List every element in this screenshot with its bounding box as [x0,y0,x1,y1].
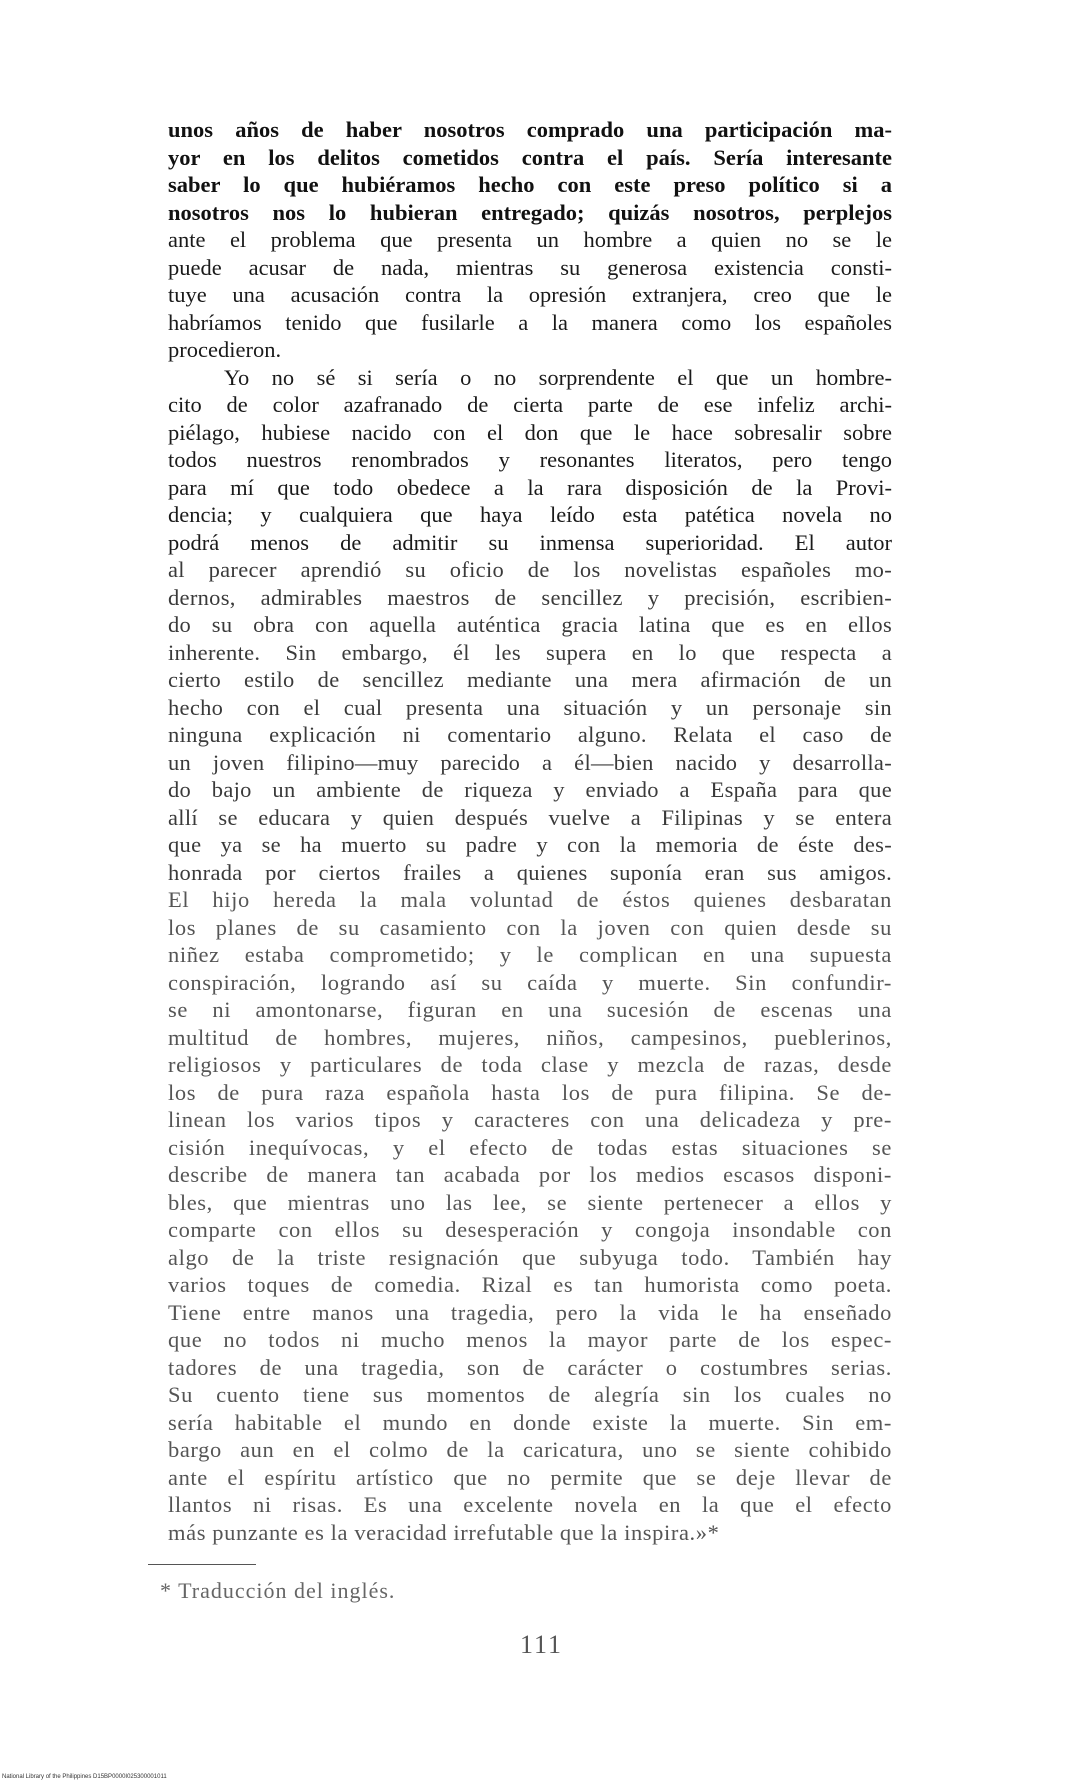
text-line: puede acusar de nada, mientras su generosa existencia consti- [168,254,892,280]
text-line: llantos ni risas. Es una excelente novela en la que el efecto [168,1492,892,1517]
text-line: cierto estilo de sencillez mediante una mera afirmación de un [168,667,892,692]
text-line: allí se educara y quien después vuelve a Filipinas y se entera [168,804,892,830]
text-line: todos nuestros renombrados y resonantes literatos, pero tengo [168,447,892,472]
text-line: multitud de hombres, mujeres, niños, campesinos, pueblerinos, [168,1024,892,1050]
text-line: Tiene entre manos una tragedia, pero la vida le ha enseñado [168,1299,892,1325]
text-line: bles, que mientras uno las lee, se siente pertenecer a ellos y [168,1189,892,1215]
text-line: ninguna explicación ni comentario alguno. Relata el caso de [168,722,892,747]
text-line: do bajo un ambiente de riqueza y enviado a España para que [168,777,892,802]
text-line: habríamos tenido que fusilarle a la manera como los españoles [168,309,892,335]
text-line: cito de color azafranado de cierta parte de ese infeliz archi- [168,392,892,417]
text-line: hecho con el cual presenta una situación y un personaje sin [168,694,892,720]
text-line: los de pura raza española hasta los de pura filipina. Se de- [168,1079,892,1105]
text-line: comparte con ellos su desesperación y congoja insondable con [168,1217,892,1242]
text-line: que no todos ni mucho menos la mayor parte de los espec- [168,1327,892,1352]
text-line: nosotros nos lo hubieran entregado; quizás nosotros, perplejos [168,199,892,225]
text-line: varios toques de comedia. Rizal es tan humorista como poeta. [168,1272,892,1297]
text-line: yor en los delitos cometidos contra el país. Sería interesante [168,144,892,170]
text-line: unos años de haber nosotros comprado una participación ma- [168,117,892,142]
text-line: más punzante es la veracidad irrefutable que la inspira.»* [168,1519,720,1545]
text-line: tadores de una tragedia, son de carácter o costumbres serias. [168,1354,892,1380]
footnote-divider [148,1564,256,1565]
text-line: se ni amontonarse, figuran en una sucesión de escenas una [168,997,892,1022]
text-line: al parecer aprendió su oficio de los novelistas españoles mo- [168,557,892,582]
text-line: religiosos y particulares de toda clase y mezcla de razas, desde [168,1052,892,1077]
text-line: algo de la triste resignación que subyuga todo. También hay [168,1244,892,1270]
text-line: un joven filipino—muy parecido a él—bien nacido y desarrolla- [168,749,892,775]
text-line: tuye una acusación contra la opresión extranjera, creo que le [168,282,892,307]
text-line: inherente. Sin embargo, él les supera en lo que respecta a [168,639,892,665]
text-line: bargo aun en el colmo de la caricatura, uno se siente cohibido [168,1437,892,1462]
text-line: ante el problema que presenta un hombre a quien no se le [168,227,892,252]
text-line: procedieron. [168,337,282,362]
text-line: podrá menos de admitir su inmensa superioridad. El autor [168,529,892,555]
text-line: cisión inequívocas, y el efecto de todas estas situaciones se [168,1134,892,1160]
text-line: que ya se ha muerto su padre y con la memoria de éste des- [168,832,892,857]
paragraph-1 [168,116,892,364]
text-line: Yo no sé si sería o no sorprendente el que un hombre- [224,364,892,390]
text-line: dernos, admirables maestros de sencillez y precisión, escribien- [168,584,892,610]
paragraph-2 [168,364,892,1547]
page-body [168,116,892,1546]
text-line: niñez estaba comprometido; y le complican en una supuesta [168,942,892,967]
text-line: dencia; y cualquiera que haya leído esta patética novela no [168,502,892,527]
text-line: describe de manera tan acabada por los medios escasos disponi- [168,1162,892,1187]
text-line: piélago, hubiese nacido con el don que le hace sobresalir sobre [168,419,892,445]
text-line: El hijo hereda la mala voluntad de éstos quienes desbaratan [168,887,892,912]
text-line: saber lo que hubiéramos hecho con este preso político si a [168,172,892,197]
text-line: conspiración, logrando así su caída y muerte. Sin confundir- [168,969,892,995]
text-line: honrada por ciertos frailes a quienes suponía eran sus amigos. [168,859,892,885]
text-line: para mí que todo obedece a la rara disposición de la Provi- [168,474,892,500]
text-line: los planes de su casamiento con la joven con quien desde su [168,914,892,940]
footnote: * Traducción del inglés. [160,1578,396,1603]
text-line: Su cuento tiene sus momentos de alegría sin los cuales no [168,1382,892,1407]
text-line: do su obra con aquella auténtica gracia latina que es en ellos [168,612,892,637]
scan-credit: National Library of the Philippines D15BP0000I025300001011 [2,1774,167,1780]
page-number: 111 [519,1630,564,1659]
text-line: ante el espíritu artístico que no permite que se deje llevar de [168,1464,892,1490]
text-line: sería habitable el mundo en donde existe la muerte. Sin em- [168,1409,892,1435]
text-line: linean los varios tipos y caracteres con una delicadeza y pre- [168,1107,892,1132]
